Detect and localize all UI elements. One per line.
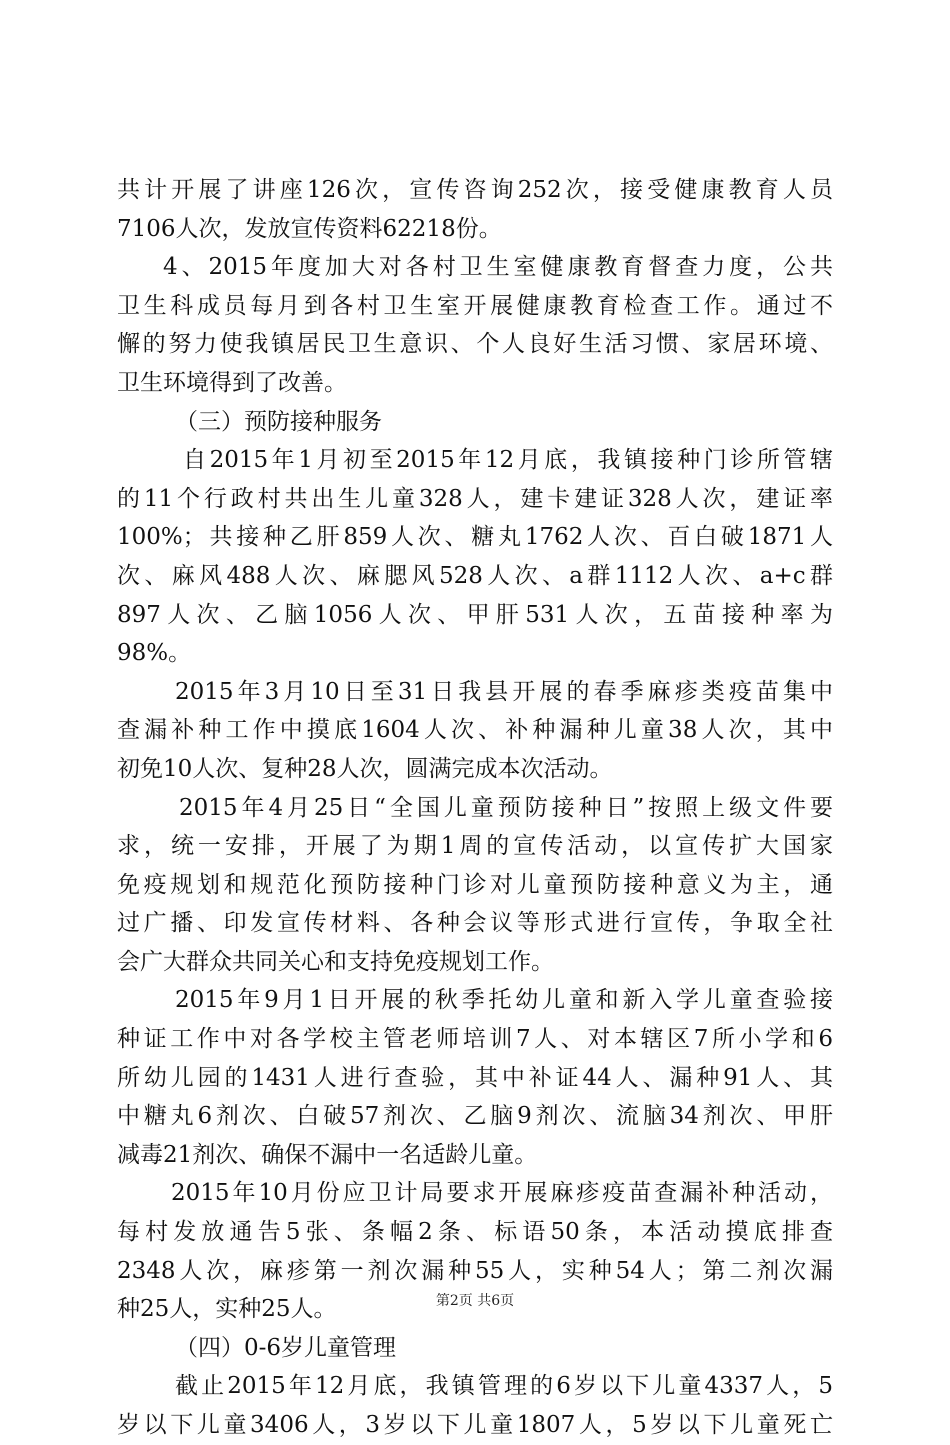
text-line-33: 岁以下儿童3406人，3岁以下儿童1807人，5岁以下儿童死亡 (117, 1412, 833, 1438)
section-heading-4: （四）0-6岁儿童管理 (175, 1334, 397, 1361)
text-line-14: 2015年3月10日至31日我县开展的春季麻疹类疫苗集中 (175, 678, 833, 705)
document-body (117, 171, 833, 1445)
page-number-footer: 第2页 共6页 (435, 1293, 515, 1309)
text-line-30: 种25人，实种25人。 (117, 1296, 337, 1323)
text-line-4: 卫生科成员每月到各村卫生室开展健康教育检查工作。通过不 (117, 292, 833, 319)
text-line-24: 所幼儿园的1431人进行查验，其中补证44人、漏种91人、其 (117, 1064, 833, 1091)
text-line-3: 4、2015年度加大对各村卫生室健康教育督查力度，公共 (163, 254, 833, 281)
text-line-18: 求，统一安排，开展了为期1周的宣传活动，以宣传扩大国家 (117, 833, 833, 860)
text-line-2: 7106人次，发放宣传资料62218份。 (117, 215, 502, 242)
text-line-20: 过广播、印发宣传材料、各种会议等形式进行宣传，争取全社 (117, 910, 833, 937)
text-line-26: 减毒21剂次、确保不漏中一名适龄儿童。 (117, 1141, 538, 1168)
text-line-27: 2015年10月份应卫计局要求开展麻疹疫苗查漏补种活动， (171, 1180, 833, 1207)
text-line-11: 次、麻风488人次、麻腮风528人次、a群1112人次、a+c群 (117, 562, 833, 589)
text-line-28: 每村发放通告5张、条幅2条、标语50条，本活动摸底排查 (117, 1219, 833, 1246)
text-line-10: 100%；共接种乙肝859人次、糖丸1762人次、百白破1871人 (117, 524, 833, 551)
text-line-15: 查漏补种工作中摸底1604人次、补种漏种儿童38人次，其中 (117, 717, 833, 744)
text-line-29: 2348人次，麻疹第一剂次漏种55人，实种54人；第二剂次漏 (117, 1257, 833, 1284)
text-line-25: 中糖丸6剂次、白破57剂次、乙脑9剂次、流脑34剂次、甲肝 (117, 1103, 833, 1130)
text-line-1: 共计开展了讲座126次，宣传咨询252次，接受健康教育人员 (117, 177, 833, 203)
text-line-9: 的11个行政村共出生儿童328人，建卡建证328人次，建证率 (117, 485, 833, 512)
text-line-13: 98%。 (117, 640, 192, 667)
text-line-17: 2015年4月25日“全国儿童预防接种日”按照上级文件要 (179, 794, 833, 821)
text-line-6: 卫生环境得到了改善。 (117, 369, 347, 396)
text-line-5: 懈的努力使我镇居民卫生意识、个人良好生活习惯、家居环境、 (117, 331, 833, 358)
text-line-19: 免疫规划和规范化预防接种门诊对儿童预防接种意义为主，通 (117, 871, 833, 898)
text-line-32: 截止2015年12月底，我镇管理的6岁以下儿童4337人，5 (175, 1373, 833, 1400)
text-line-16: 初免10人次、复种28人次，圆满完成本次活动。 (117, 755, 613, 782)
text-line-21: 会广大群众共同关心和支持免疫规划工作。 (117, 948, 554, 975)
text-line-22: 2015年9月1日开展的秋季托幼儿童和新入学儿童查验接 (175, 987, 833, 1014)
text-line-23: 种证工作中对各学校主管老师培训7人、对本辖区7所小学和6 (117, 1026, 833, 1053)
text-line-12: 897人次、乙脑1056人次、甲肝531人次，五苗接种率为 (117, 601, 833, 628)
section-heading-3: （三）预防接种服务 (175, 408, 382, 435)
text-line-8: 自2015年1月初至2015年12月底，我镇接种门诊所管辖 (183, 447, 833, 474)
